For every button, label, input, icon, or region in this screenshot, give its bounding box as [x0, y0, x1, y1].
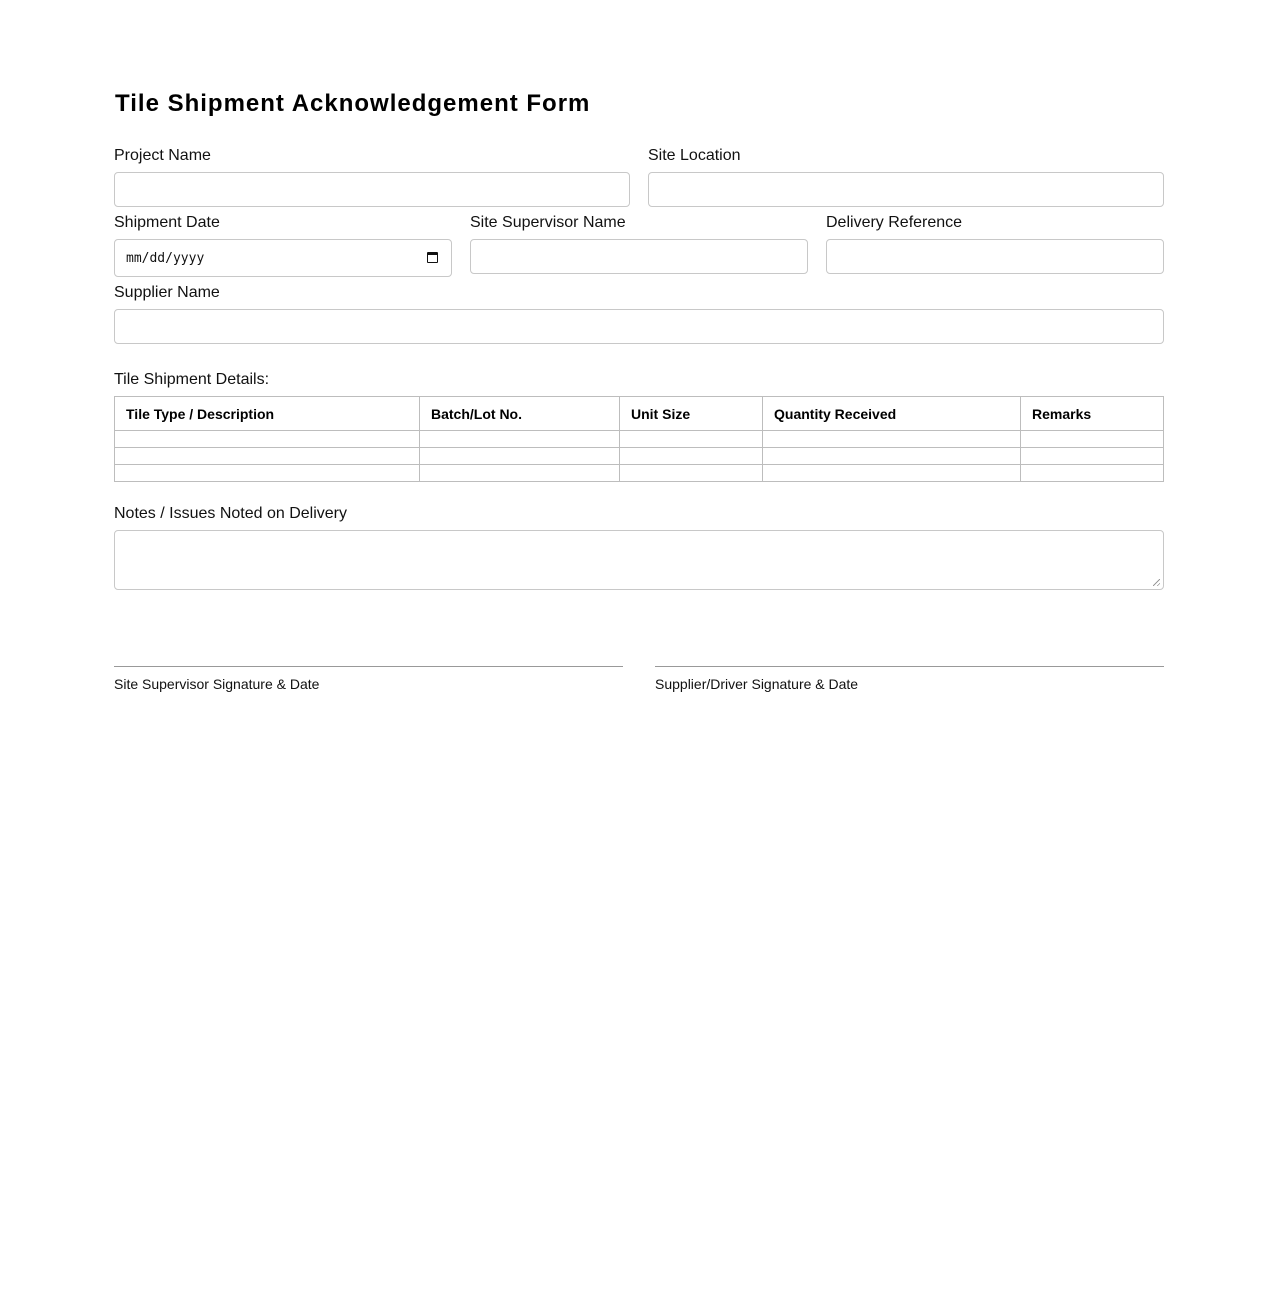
- table-cell[interactable]: [620, 465, 763, 482]
- header-quantity-received: Quantity Received: [763, 397, 1021, 431]
- site-location-label: Site Location: [648, 147, 741, 164]
- resize-handle-icon[interactable]: [1153, 579, 1160, 586]
- header-tile-type: Tile Type / Description: [115, 397, 420, 431]
- table-row: [115, 431, 1164, 448]
- table-header-row: [115, 397, 1164, 431]
- header-remarks: Remarks: [1021, 397, 1164, 431]
- table-cell[interactable]: [115, 448, 420, 465]
- notes-label: Notes / Issues Noted on Delivery: [114, 505, 347, 522]
- supplier-name-label: Supplier Name: [114, 284, 220, 301]
- table-cell[interactable]: [1021, 465, 1164, 482]
- site-location-input[interactable]: [648, 172, 1164, 207]
- shipment-details-table: [114, 396, 1164, 482]
- table-cell[interactable]: [620, 431, 763, 448]
- table-row: [115, 465, 1164, 482]
- supplier-signature-line: [655, 666, 1164, 667]
- table-cell[interactable]: [763, 465, 1021, 482]
- supplier-name-input[interactable]: [114, 309, 1164, 344]
- table-cell[interactable]: [763, 431, 1021, 448]
- table-cell[interactable]: [420, 448, 620, 465]
- header-batch-lot: Batch/Lot No.: [420, 397, 620, 431]
- date-placeholder: mm/dd/yyyy: [126, 251, 205, 266]
- table-row: [115, 448, 1164, 465]
- delivery-reference-input[interactable]: [826, 239, 1164, 274]
- table-cell[interactable]: [115, 431, 420, 448]
- project-name-label: Project Name: [114, 147, 211, 164]
- header-unit-size: Unit Size: [620, 397, 763, 431]
- delivery-reference-label: Delivery Reference: [826, 214, 963, 231]
- calendar-icon[interactable]: [427, 252, 438, 263]
- page-title: Tile Shipment Acknowledgement Form: [115, 90, 591, 117]
- site-supervisor-name-input[interactable]: [470, 239, 808, 274]
- table-cell[interactable]: [763, 448, 1021, 465]
- table-cell[interactable]: [1021, 431, 1164, 448]
- table-cell[interactable]: [420, 431, 620, 448]
- shipment-details-caption: Tile Shipment Details:: [114, 371, 270, 388]
- project-name-input[interactable]: [114, 172, 630, 207]
- supervisor-signature-label: Site Supervisor Signature & Date: [114, 676, 320, 692]
- table-cell[interactable]: [1021, 448, 1164, 465]
- shipment-date-input[interactable]: [114, 239, 452, 277]
- supervisor-signature-line: [114, 666, 623, 667]
- table-cell[interactable]: [420, 465, 620, 482]
- table-cell[interactable]: [115, 465, 420, 482]
- supplier-signature-label: Supplier/Driver Signature & Date: [655, 676, 859, 692]
- shipment-date-label: Shipment Date: [114, 214, 220, 231]
- site-supervisor-name-label: Site Supervisor Name: [470, 214, 626, 231]
- table-cell[interactable]: [620, 448, 763, 465]
- notes-textarea[interactable]: [114, 530, 1164, 590]
